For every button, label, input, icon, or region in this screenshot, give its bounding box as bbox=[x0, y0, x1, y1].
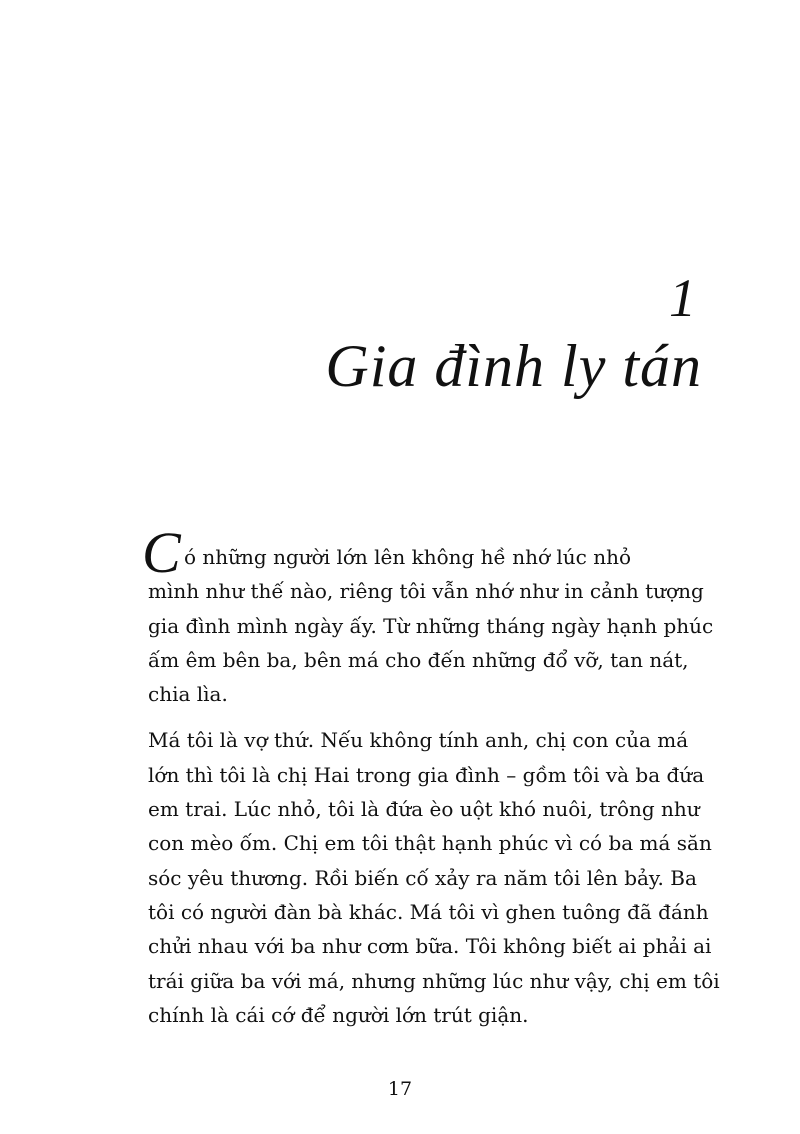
drop-cap: C bbox=[142, 520, 181, 585]
paragraph-2 bbox=[148, 723, 720, 1032]
text-line: chửi nhau với ba như cơm bữa. Tôi không biết ai phải ai bbox=[148, 934, 712, 959]
text-line: chính là cái cớ để người lớn trút giận. bbox=[148, 1002, 529, 1027]
text-line: ấm êm bên ba, bên má cho đến những đổ vỡ, tan nát, bbox=[148, 647, 689, 672]
text-line: tôi có người đàn bà khác. Má tôi vì ghen tuông đã đánh bbox=[148, 899, 709, 924]
text-line: ó những người lớn lên không hề nhớ lúc nhỏ bbox=[184, 545, 632, 569]
text-line: sóc yêu thương. Rồi biến cố xảy ra năm tôi lên bảy. Ba bbox=[148, 865, 697, 890]
chapter-title: Gia đình ly tán bbox=[325, 333, 702, 399]
text-line: em trai. Lúc nhỏ, tôi là đứa èo uột khó nuôi, trông như bbox=[148, 797, 700, 822]
chapter-number: 1 bbox=[669, 268, 696, 328]
paragraph-1 bbox=[142, 520, 714, 711]
paragraph-gap bbox=[148, 711, 708, 723]
text-line: gia đình mình ngày ấy. Từ những tháng ngày hạnh phúc bbox=[148, 613, 714, 638]
text-line: chia lìa. bbox=[148, 682, 228, 707]
text-line: mình như thế nào, riêng tôi vẫn nhớ như in cảnh tượng bbox=[148, 579, 704, 604]
chapter-body bbox=[142, 520, 720, 1032]
text-line: trái giữa ba với má, nhưng những lúc như vậy, chị em tôi bbox=[148, 968, 720, 993]
text-line: con mèo ốm. Chị em tôi thật hạnh phúc vì có ba má săn bbox=[148, 831, 712, 856]
text-line: Má tôi là vợ thứ. Nếu không tính anh, chị con của má bbox=[148, 728, 689, 753]
text-line: lớn thì tôi là chị Hai trong gia đình – gồm tôi và ba đứa bbox=[148, 762, 705, 787]
page-number: 17 bbox=[387, 1078, 413, 1100]
